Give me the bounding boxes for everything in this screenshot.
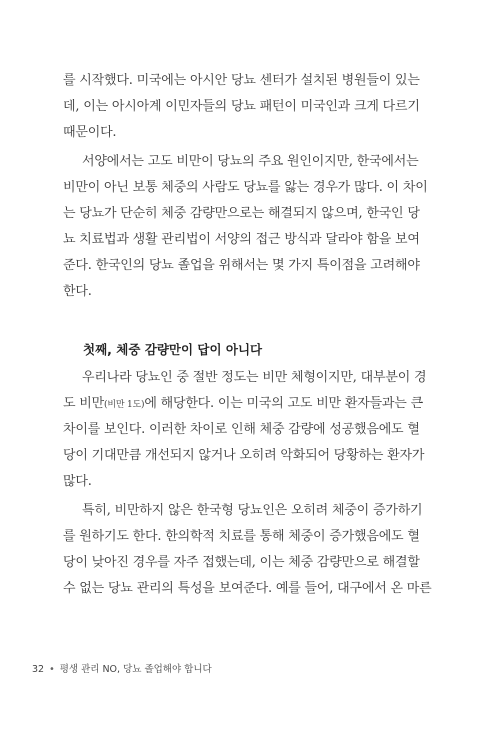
body-text-line: 한다. <box>63 284 92 299</box>
body-text-fragment: 에 해당한다. 이는 미국의 고도 비만 환자들과는 큰 <box>144 396 423 411</box>
page-number: 32 <box>32 664 45 675</box>
body-text-line: 차이를 보인다. 이러한 차이로 인해 체중 감량에 성공했음에도 혈 <box>63 422 420 437</box>
body-text-line: 수 없는 당뇨 관리의 특성을 보여준다. 예를 들어, 대구에서 온 마른 <box>63 581 432 596</box>
body-text-line: 는 당뇨가 단순히 체중 감량만으로는 해결되지 않으며, 한국인 당 <box>63 206 420 221</box>
body-text-line: 를 시작했다. 미국에는 아시안 당뇨 센터가 설치된 병원들이 있는 <box>63 73 420 88</box>
page-footer <box>32 663 212 677</box>
body-text-line: 비만이 아닌 보통 체중의 사람도 당뇨를 앓는 경우가 많다. 이 차이 <box>63 180 428 195</box>
body-text-line: 를 원하기도 한다. 한의학적 치료를 통해 체중이 증가했음에도 혈 <box>63 529 420 544</box>
body-text-line: 서양에서는 고도 비만이 당뇨의 주요 원인이지만, 한국에서는 <box>82 154 419 169</box>
body-text-fragment: 도 비만 <box>63 396 105 411</box>
body-text-line: 뇨 치료법과 생활 관리법이 서양의 접근 방식과 달라야 함을 보여 <box>63 232 420 247</box>
body-text-line: 당이 기대만큼 개선되지 않거나 오히려 악화되어 당황하는 환자가 <box>63 448 425 463</box>
footer-separator: • <box>49 664 55 675</box>
body-text-line: 때문이다. <box>63 125 117 140</box>
body-text-line <box>63 396 437 413</box>
footer-book-title: 평생 관리 NO, 당뇨 졸업해야 합니다 <box>59 664 212 675</box>
body-text-line: 특히, 비만하지 않은 한국형 당뇨인은 오히려 체중이 증가하기 <box>82 503 423 518</box>
body-text-line: 많다. <box>63 474 92 489</box>
body-text-line: 우리나라 당뇨인 중 절반 정도는 비만 체형이지만, 대부분이 경 <box>82 370 427 385</box>
body-text-line: 당이 낮아진 경우를 자주 접했는데, 이는 체중 감량만으로 해결할 <box>63 555 420 570</box>
section-heading: 첫째, 체중 감량만이 답이 아니다 <box>83 342 263 357</box>
body-text-note: (비만 1도) <box>104 400 145 410</box>
body-text-line: 데, 이는 아시아계 이민자들의 당뇨 패턴이 미국인과 크게 다르기 <box>63 99 420 114</box>
body-text-line: 준다. 한국인의 당뇨 졸업을 위해서는 몇 가지 특이점을 고려해야 <box>63 258 420 273</box>
